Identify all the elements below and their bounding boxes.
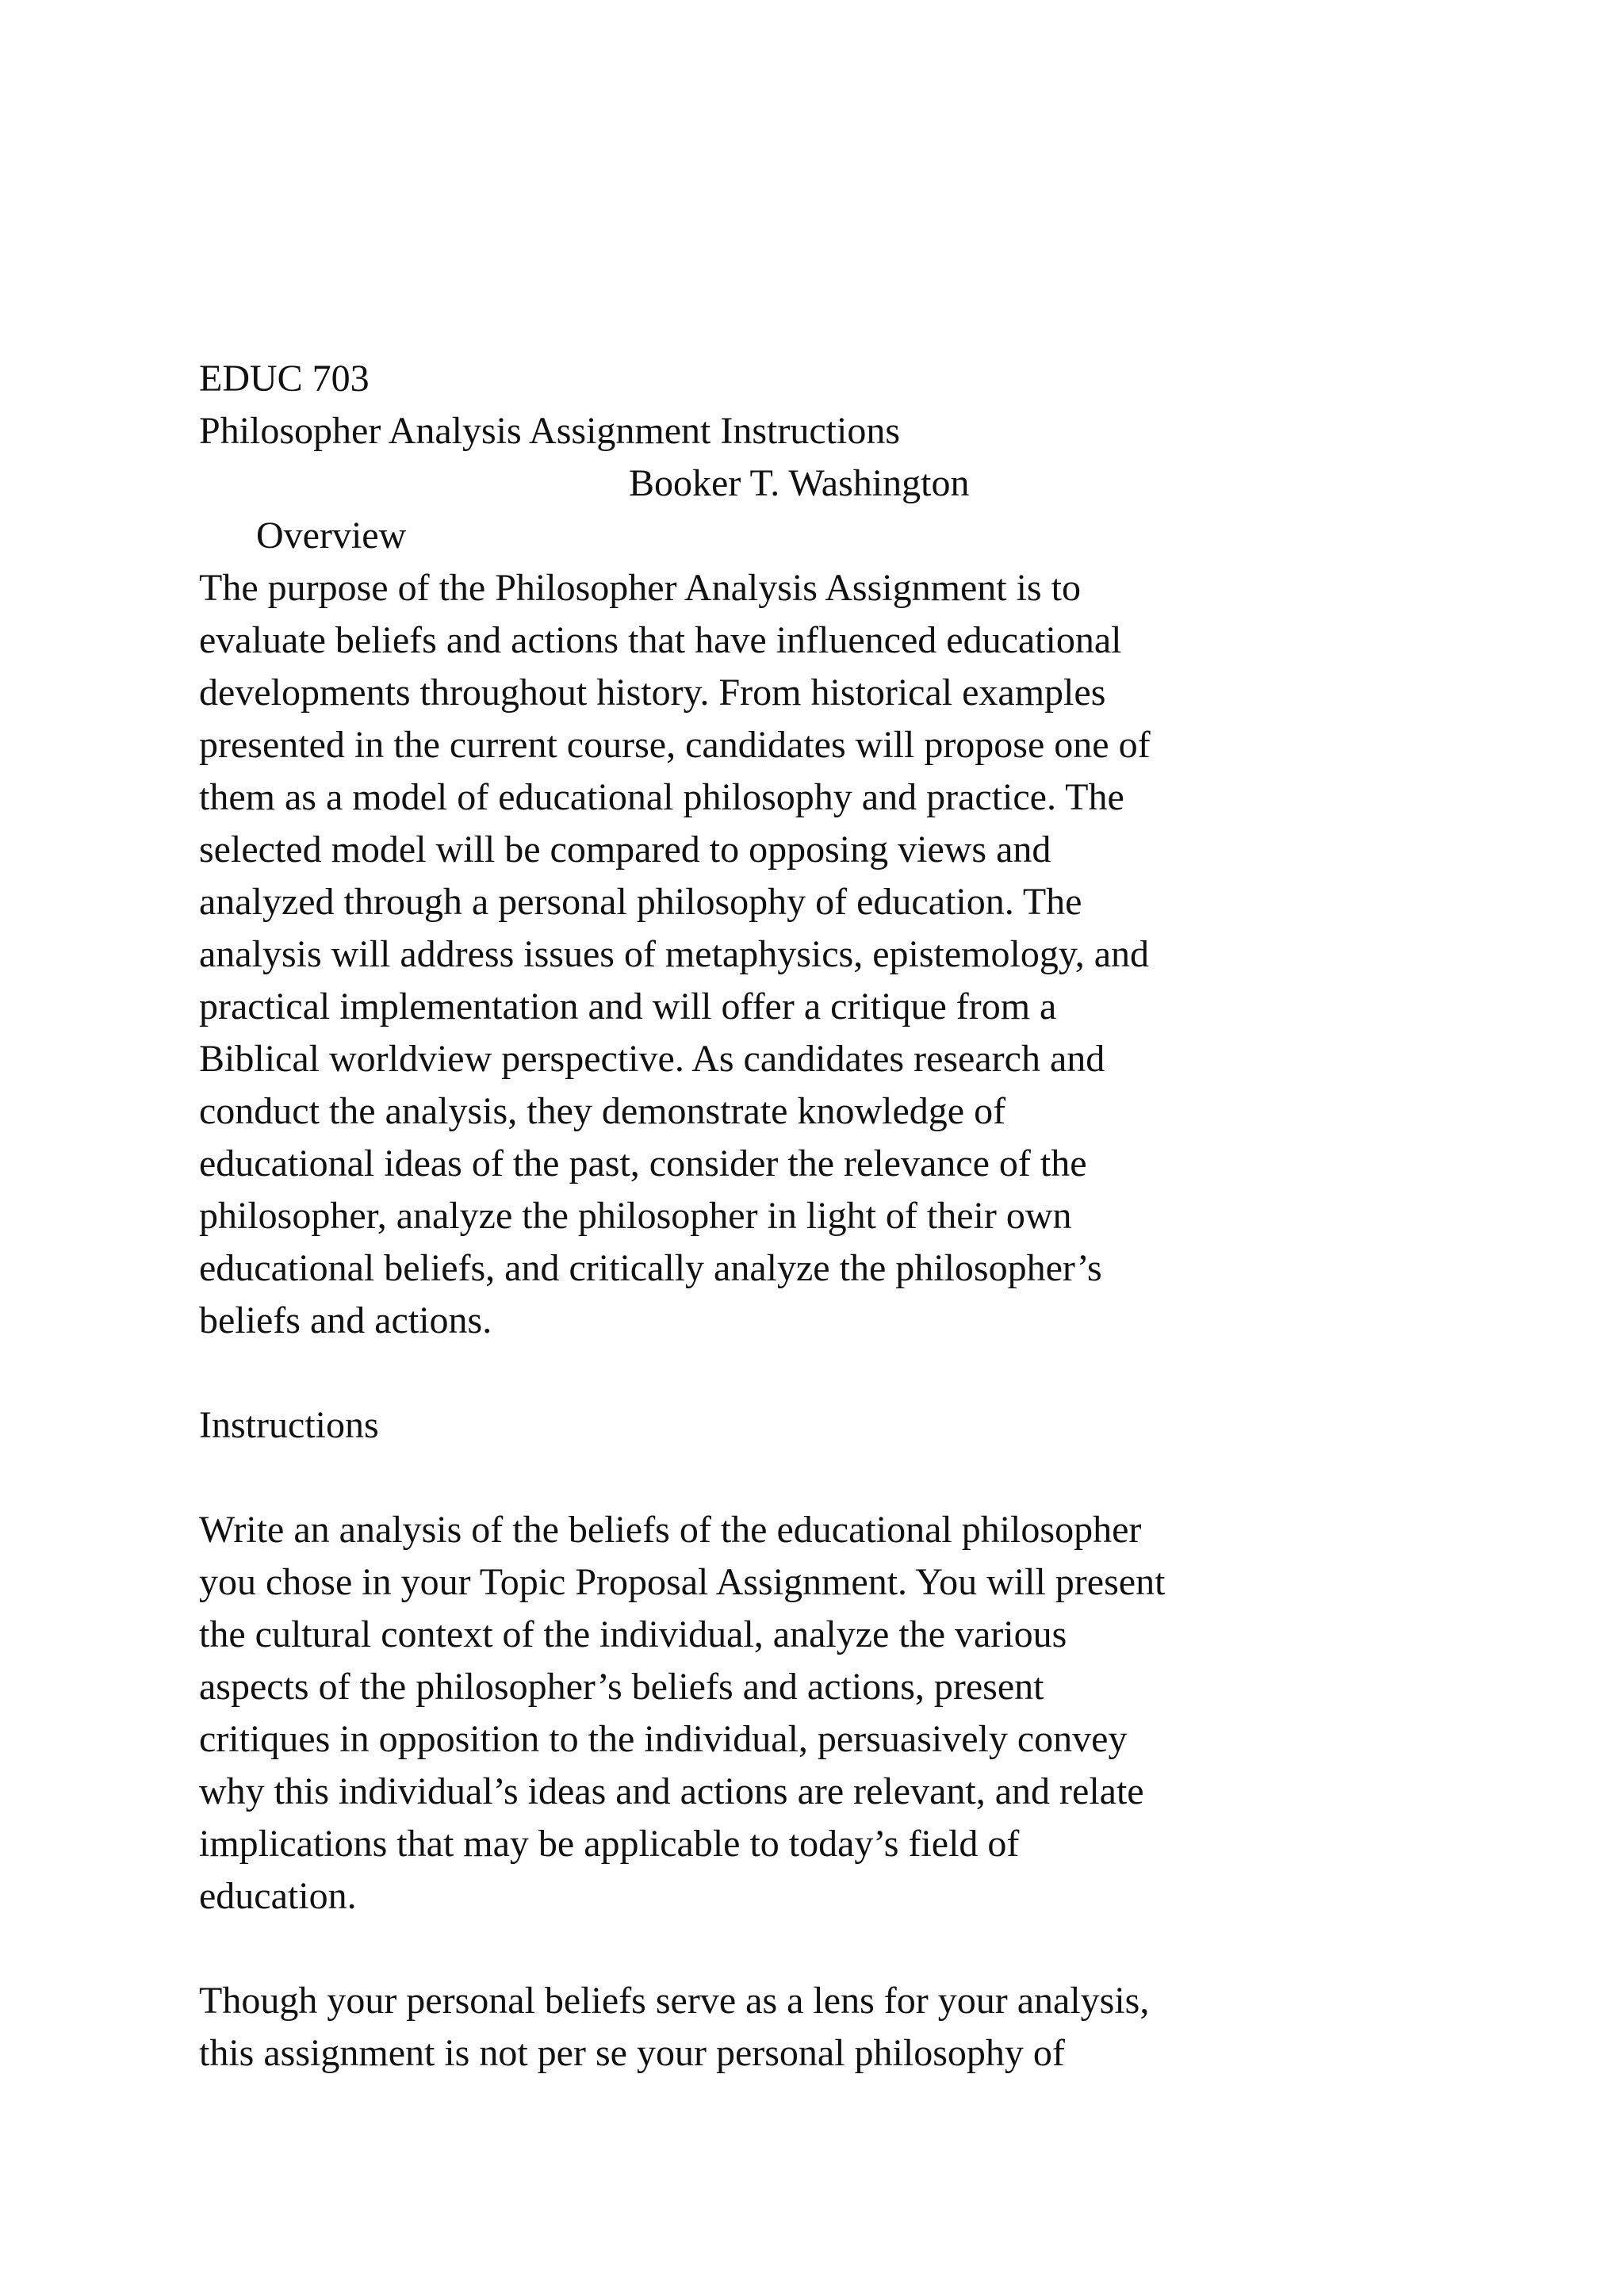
paragraph-line: critiques in opposition to the individual, persuasively convey <box>199 1718 1128 1760</box>
paragraph-line: educational ideas of the past, consider the relevance of the <box>199 1142 1087 1184</box>
instructions-paragraph <box>199 1504 1468 1923</box>
spacer <box>199 1347 1468 1399</box>
paragraph-line: Though your personal beliefs serve as a lens for your analysis, <box>199 1980 1150 2022</box>
paragraph-line: philosopher, analyze the philosopher in light of their own <box>199 1195 1072 1237</box>
paragraph-line: evaluate beliefs and actions that have influenced educational <box>199 619 1122 661</box>
paragraph-line: this assignment is not per se your personal philosophy of <box>199 2032 1065 2074</box>
overview-heading-row <box>199 457 1468 557</box>
paragraph-line: practical implementation and will offer a critique from a <box>199 985 1057 1027</box>
paragraph-line: educational beliefs, and critically analyze the philosopher’s <box>199 1247 1102 1289</box>
paragraph-line: developments throughout history. From historical examples <box>199 672 1106 714</box>
paragraph-line: conduct the analysis, they demonstrate knowledge of <box>199 1090 1006 1132</box>
philosopher-name: Booker T. Washington <box>629 462 970 504</box>
spacer <box>199 1923 1468 1975</box>
paragraph-line: presented in the current course, candidates will propose one of <box>199 724 1151 766</box>
paragraph-line: analysis will address issues of metaphysics, epistemology, and <box>199 933 1150 975</box>
paragraph-line: beliefs and actions. <box>199 1299 492 1341</box>
paragraph-line: analyzed through a personal philosophy of education. The <box>199 881 1082 923</box>
paragraph-line: The purpose of the Philosopher Analysis Assignment is to <box>199 567 1081 609</box>
document-body <box>199 353 1468 2080</box>
closing-paragraph <box>199 1975 1468 2080</box>
overview-heading: Overview <box>256 515 407 557</box>
paragraph-line: the cultural context of the individual, analyze the various <box>199 1613 1067 1655</box>
document-title: Philosopher Analysis Assignment Instructions <box>199 410 901 452</box>
paragraph-line: implications that may be applicable to today’s field of <box>199 1823 1020 1865</box>
paragraph-line: Write an analysis of the beliefs of the educational philosopher <box>199 1509 1142 1551</box>
spacer <box>199 1452 1468 1504</box>
paragraph-line: aspects of the philosopher’s beliefs and actions, present <box>199 1666 1044 1708</box>
paragraph-line: you chose in your Topic Proposal Assignment. You will present <box>199 1561 1166 1603</box>
course-code: EDUC 703 <box>199 358 370 400</box>
paragraph-line: why this individual’s ideas and actions are relevant, and relate <box>199 1770 1144 1812</box>
paragraph-line: selected model will be compared to opposing views and <box>199 828 1051 871</box>
instructions-heading: Instructions <box>199 1404 379 1446</box>
paragraph-line: them as a model of educational philosophy and practice. The <box>199 776 1124 818</box>
paragraph-line: Biblical worldview perspective. As candidates research and <box>199 1038 1105 1080</box>
overview-paragraph <box>199 562 1468 1347</box>
paragraph-line: education. <box>199 1875 357 1917</box>
